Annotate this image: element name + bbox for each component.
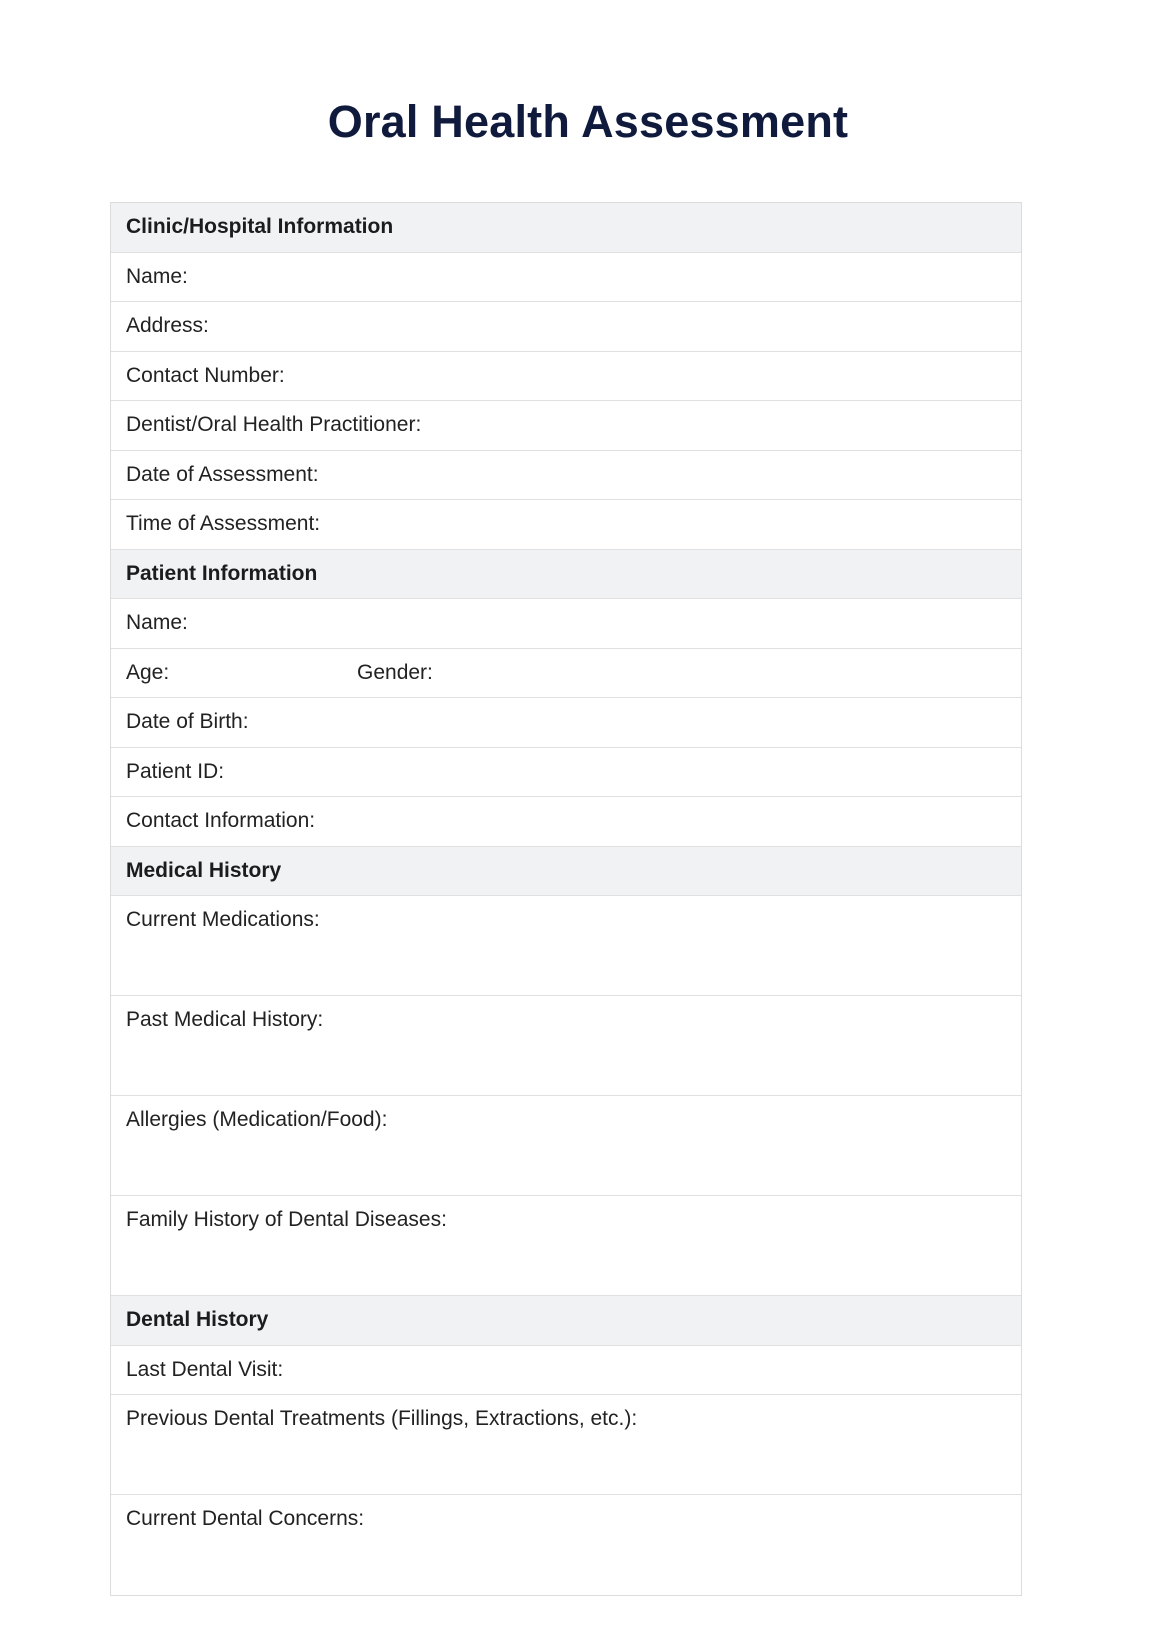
previous-treatments-field[interactable] (111, 1395, 1021, 1495)
assessment-form-table (110, 202, 1022, 1596)
field-label: Name: (126, 611, 188, 635)
clinic-contact-number-field[interactable] (111, 352, 1021, 402)
field-label: Address: (126, 314, 209, 338)
field-label: Date of Assessment: (126, 462, 319, 486)
field-label: Date of Birth: (126, 710, 249, 734)
field-label: Contact Number: (126, 363, 285, 387)
section-header-dental (111, 1296, 1021, 1346)
allergies-field[interactable] (111, 1096, 1021, 1196)
field-label: Time of Assessment: (126, 512, 321, 536)
patient-age-field[interactable]: Age: (126, 660, 170, 684)
field-label: Name: (126, 264, 188, 288)
field-label: Past Medical History: (126, 1008, 324, 1031)
field-label: Family History of Dental Diseases: (126, 1208, 447, 1231)
patient-id-field[interactable] (111, 748, 1021, 798)
assessment-time-field[interactable] (111, 500, 1021, 550)
assessment-date-field[interactable] (111, 451, 1021, 501)
field-label: Contact Information: (126, 809, 316, 833)
clinic-name-field[interactable] (111, 253, 1021, 303)
page-title: Oral Health Assessment (327, 96, 849, 147)
field-label: Last Dental Visit: (126, 1357, 284, 1381)
field-label: Current Dental Concerns: (126, 1507, 365, 1530)
section-header-patient (111, 550, 1021, 600)
field-label: Dentist/Oral Health Practitioner: (126, 413, 422, 437)
section-title-dental: Dental History (126, 1308, 269, 1332)
field-label: Patient ID: (126, 759, 225, 783)
field-label: Current Medications: (126, 908, 320, 931)
section-title-medical: Medical History (126, 858, 282, 882)
field-label: Previous Dental Treatments (Fillings, Extractions, etc.): (126, 1407, 638, 1430)
clinic-address-field[interactable] (111, 302, 1021, 352)
current-medications-field[interactable] (111, 896, 1021, 996)
past-medical-history-field[interactable] (111, 996, 1021, 1096)
last-dental-visit-field[interactable] (111, 1346, 1021, 1396)
section-header-clinic (111, 203, 1021, 253)
section-title-patient: Patient Information (126, 561, 318, 585)
practitioner-field[interactable] (111, 401, 1021, 451)
patient-dob-field[interactable] (111, 698, 1021, 748)
field-label: Allergies (Medication/Food): (126, 1108, 388, 1131)
family-history-field[interactable] (111, 1196, 1021, 1296)
section-header-medical (111, 847, 1021, 897)
patient-age-gender-row (111, 649, 1021, 699)
section-title-clinic: Clinic/Hospital Information (126, 215, 394, 239)
patient-gender-field[interactable]: Gender: (357, 660, 433, 684)
patient-name-field[interactable] (111, 599, 1021, 649)
patient-contact-info-field[interactable] (111, 797, 1021, 847)
current-concerns-field[interactable] (111, 1495, 1021, 1595)
